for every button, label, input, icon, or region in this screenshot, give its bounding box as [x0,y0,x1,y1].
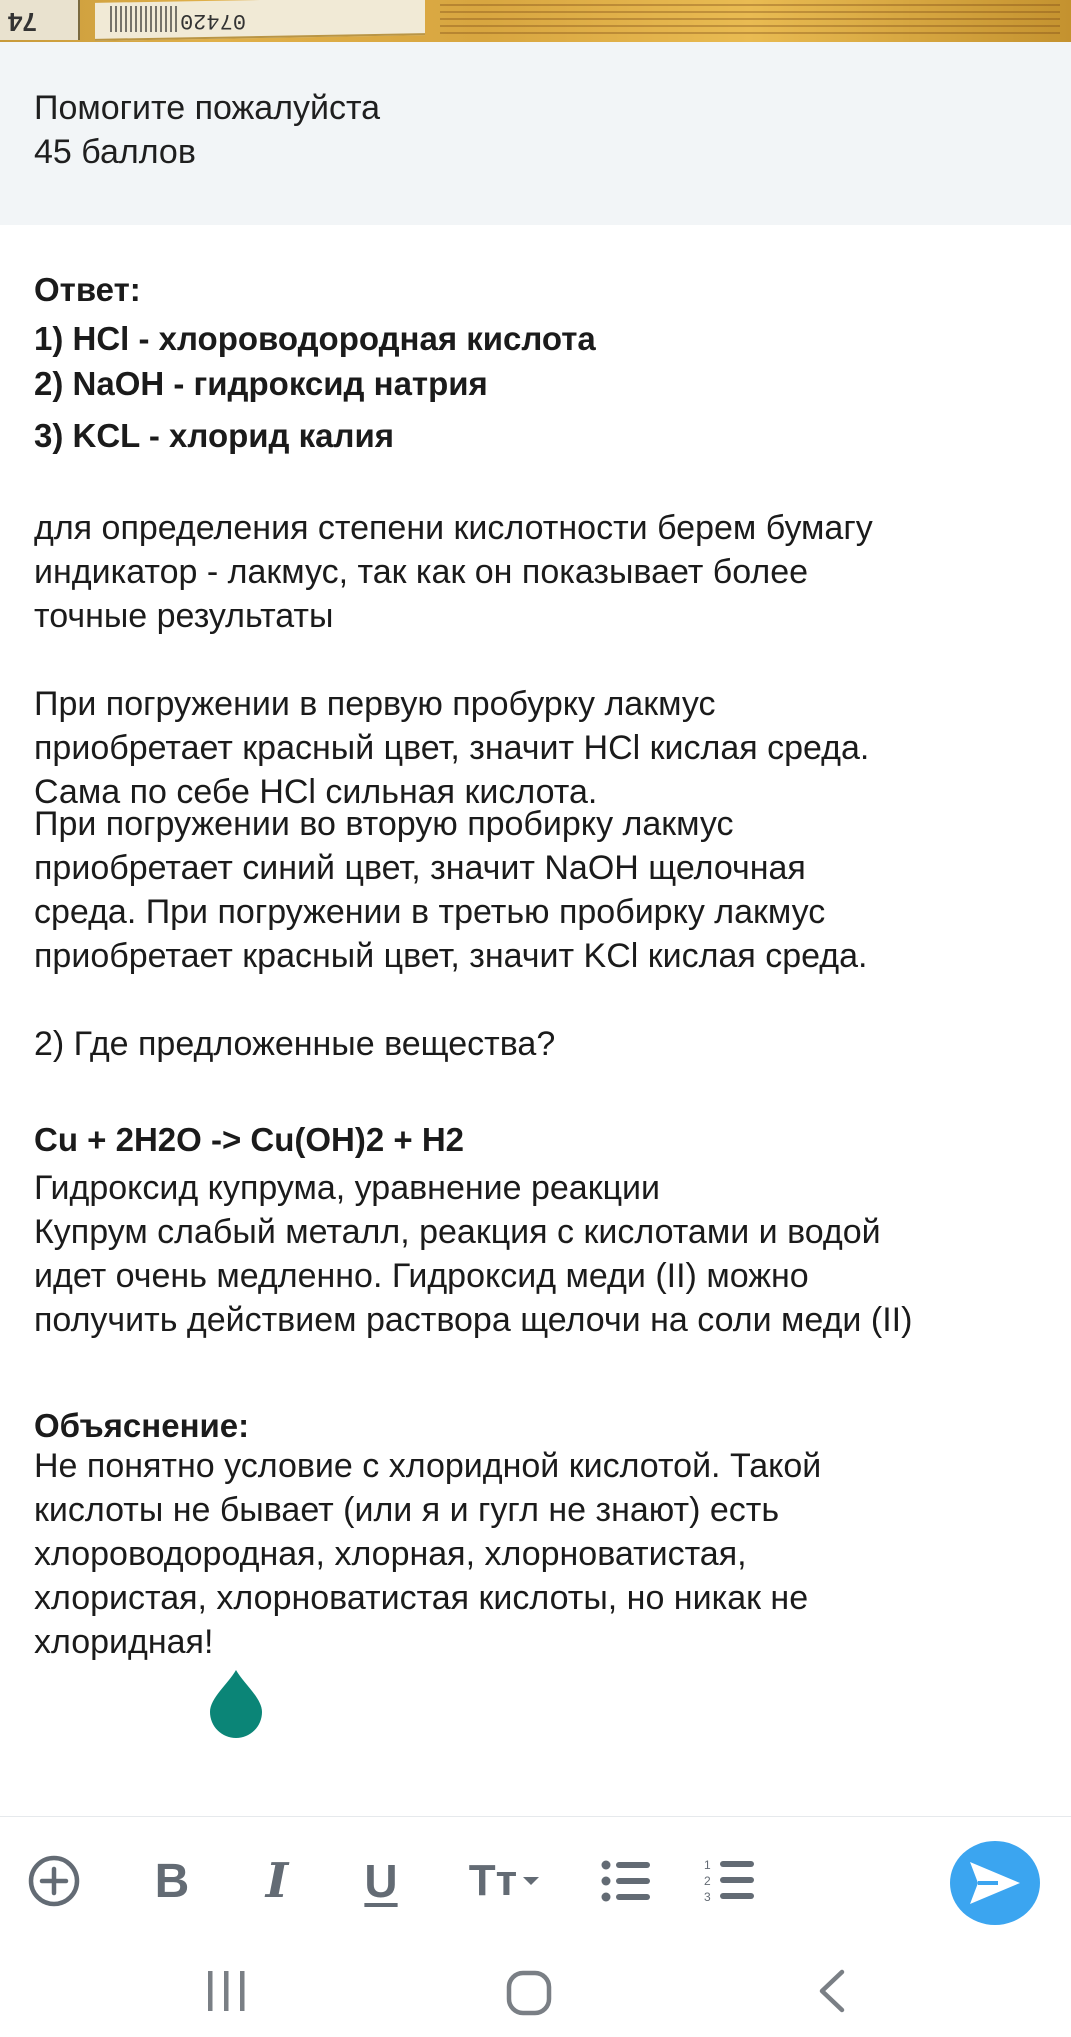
back-icon[interactable] [816,1969,846,2018]
photo-code: 07420 [180,8,247,33]
photo-barcode [110,6,180,32]
text-size-button[interactable] [460,1851,550,1911]
para1-line-1: для определения степени кислотности берем бумагу [34,509,873,547]
numbered-list-icon[interactable] [704,1851,756,1911]
explanation-line-2: кислоты не бывает (или я и гугл не знают) есть [34,1491,780,1529]
explanation-line-4: хлористая, хлорноватистая кислоты, но никак не [34,1579,809,1617]
para2-line-2: приобретает красный цвет, значит HCl кислая среда. [34,729,870,767]
explanation-line-5: хлоридная! [34,1623,214,1661]
question-block [0,42,1071,225]
answer-item-1: 1) HCl - хлороводородная кислота [34,320,596,357]
reaction-equation: Cu + 2H2O -> Cu(OH)2 + H2 [34,1121,465,1158]
question-2: 2) Где предложенные вещества? [34,1025,556,1063]
text-size-icon: Тт [468,1856,518,1905]
formatting-toolbar [0,1816,1071,1946]
italic-icon[interactable]: I [265,1853,289,1909]
answer-item-2: 2) NaOH - гидроксид натрия [34,365,488,402]
photo-number-box [0,0,80,40]
para3-line-1: При погружении во вторую пробирку лакмус [34,805,734,843]
attached-photo [0,0,1071,42]
para1-line-2: индикатор - лакмус, так как он показывает более [34,553,809,591]
bold-icon[interactable]: B [154,1854,190,1908]
explanation-line-1: Не понятно условие с хлоридной кислотой. Такой [34,1447,822,1485]
explanation-heading: Объяснение: [34,1407,250,1444]
add-icon[interactable] [26,1851,82,1911]
svg-text:1: 1 [704,1858,711,1872]
answer-heading: Ответ: [34,271,141,308]
explanation-line-3: хлороводородная, хлорная, хлорноватистая, [34,1535,747,1573]
para3-line-3: среда. При погружении в третью пробирку лакмус [34,893,826,931]
para2-line-3: Сама по себе HCl сильная кислота. [34,773,598,811]
svg-text:3: 3 [704,1890,711,1904]
para4-line-4: получить действием раствора щелочи на соли меди (II) [34,1301,913,1339]
home-icon[interactable] [505,1969,553,2022]
question-line-1: Помогите пожалуйста [34,89,381,127]
system-navigation-bar [0,1945,1071,2037]
question-line-2: 45 баллов [34,133,196,171]
para1-line-3: точные результаты [34,597,334,635]
photo-number: 74 [8,7,37,37]
send-button[interactable] [950,1841,1040,1925]
para4-line-2: Купрум слабый металл, реакция с кислотами и водой [34,1213,881,1251]
para2-line-1: При погружении в первую пробурку лакмус [34,685,716,723]
para4-line-3: идет очень медленно. Гидроксид меди (II) можно [34,1257,809,1295]
cursor-handle[interactable] [208,1668,264,1738]
chevron-down-icon [521,1874,541,1888]
para4-line-1: Гидроксид купрума, уравнение реакции [34,1169,661,1207]
answer-item-3: 3) KCL - хлорид калия [34,417,395,454]
photo-fine-print [440,4,1060,34]
para3-line-4: приобретает красный цвет, значит KCl кислая среда. [34,937,868,975]
para3-line-2: приобретает синий цвет, значит NaOH щелочная [34,849,806,887]
recent-apps-icon[interactable] [206,1969,248,2018]
svg-text:2: 2 [704,1874,711,1888]
bullet-list-icon[interactable] [600,1851,652,1911]
underline-icon[interactable]: U [364,1855,398,1907]
send-icon [968,1860,1022,1906]
